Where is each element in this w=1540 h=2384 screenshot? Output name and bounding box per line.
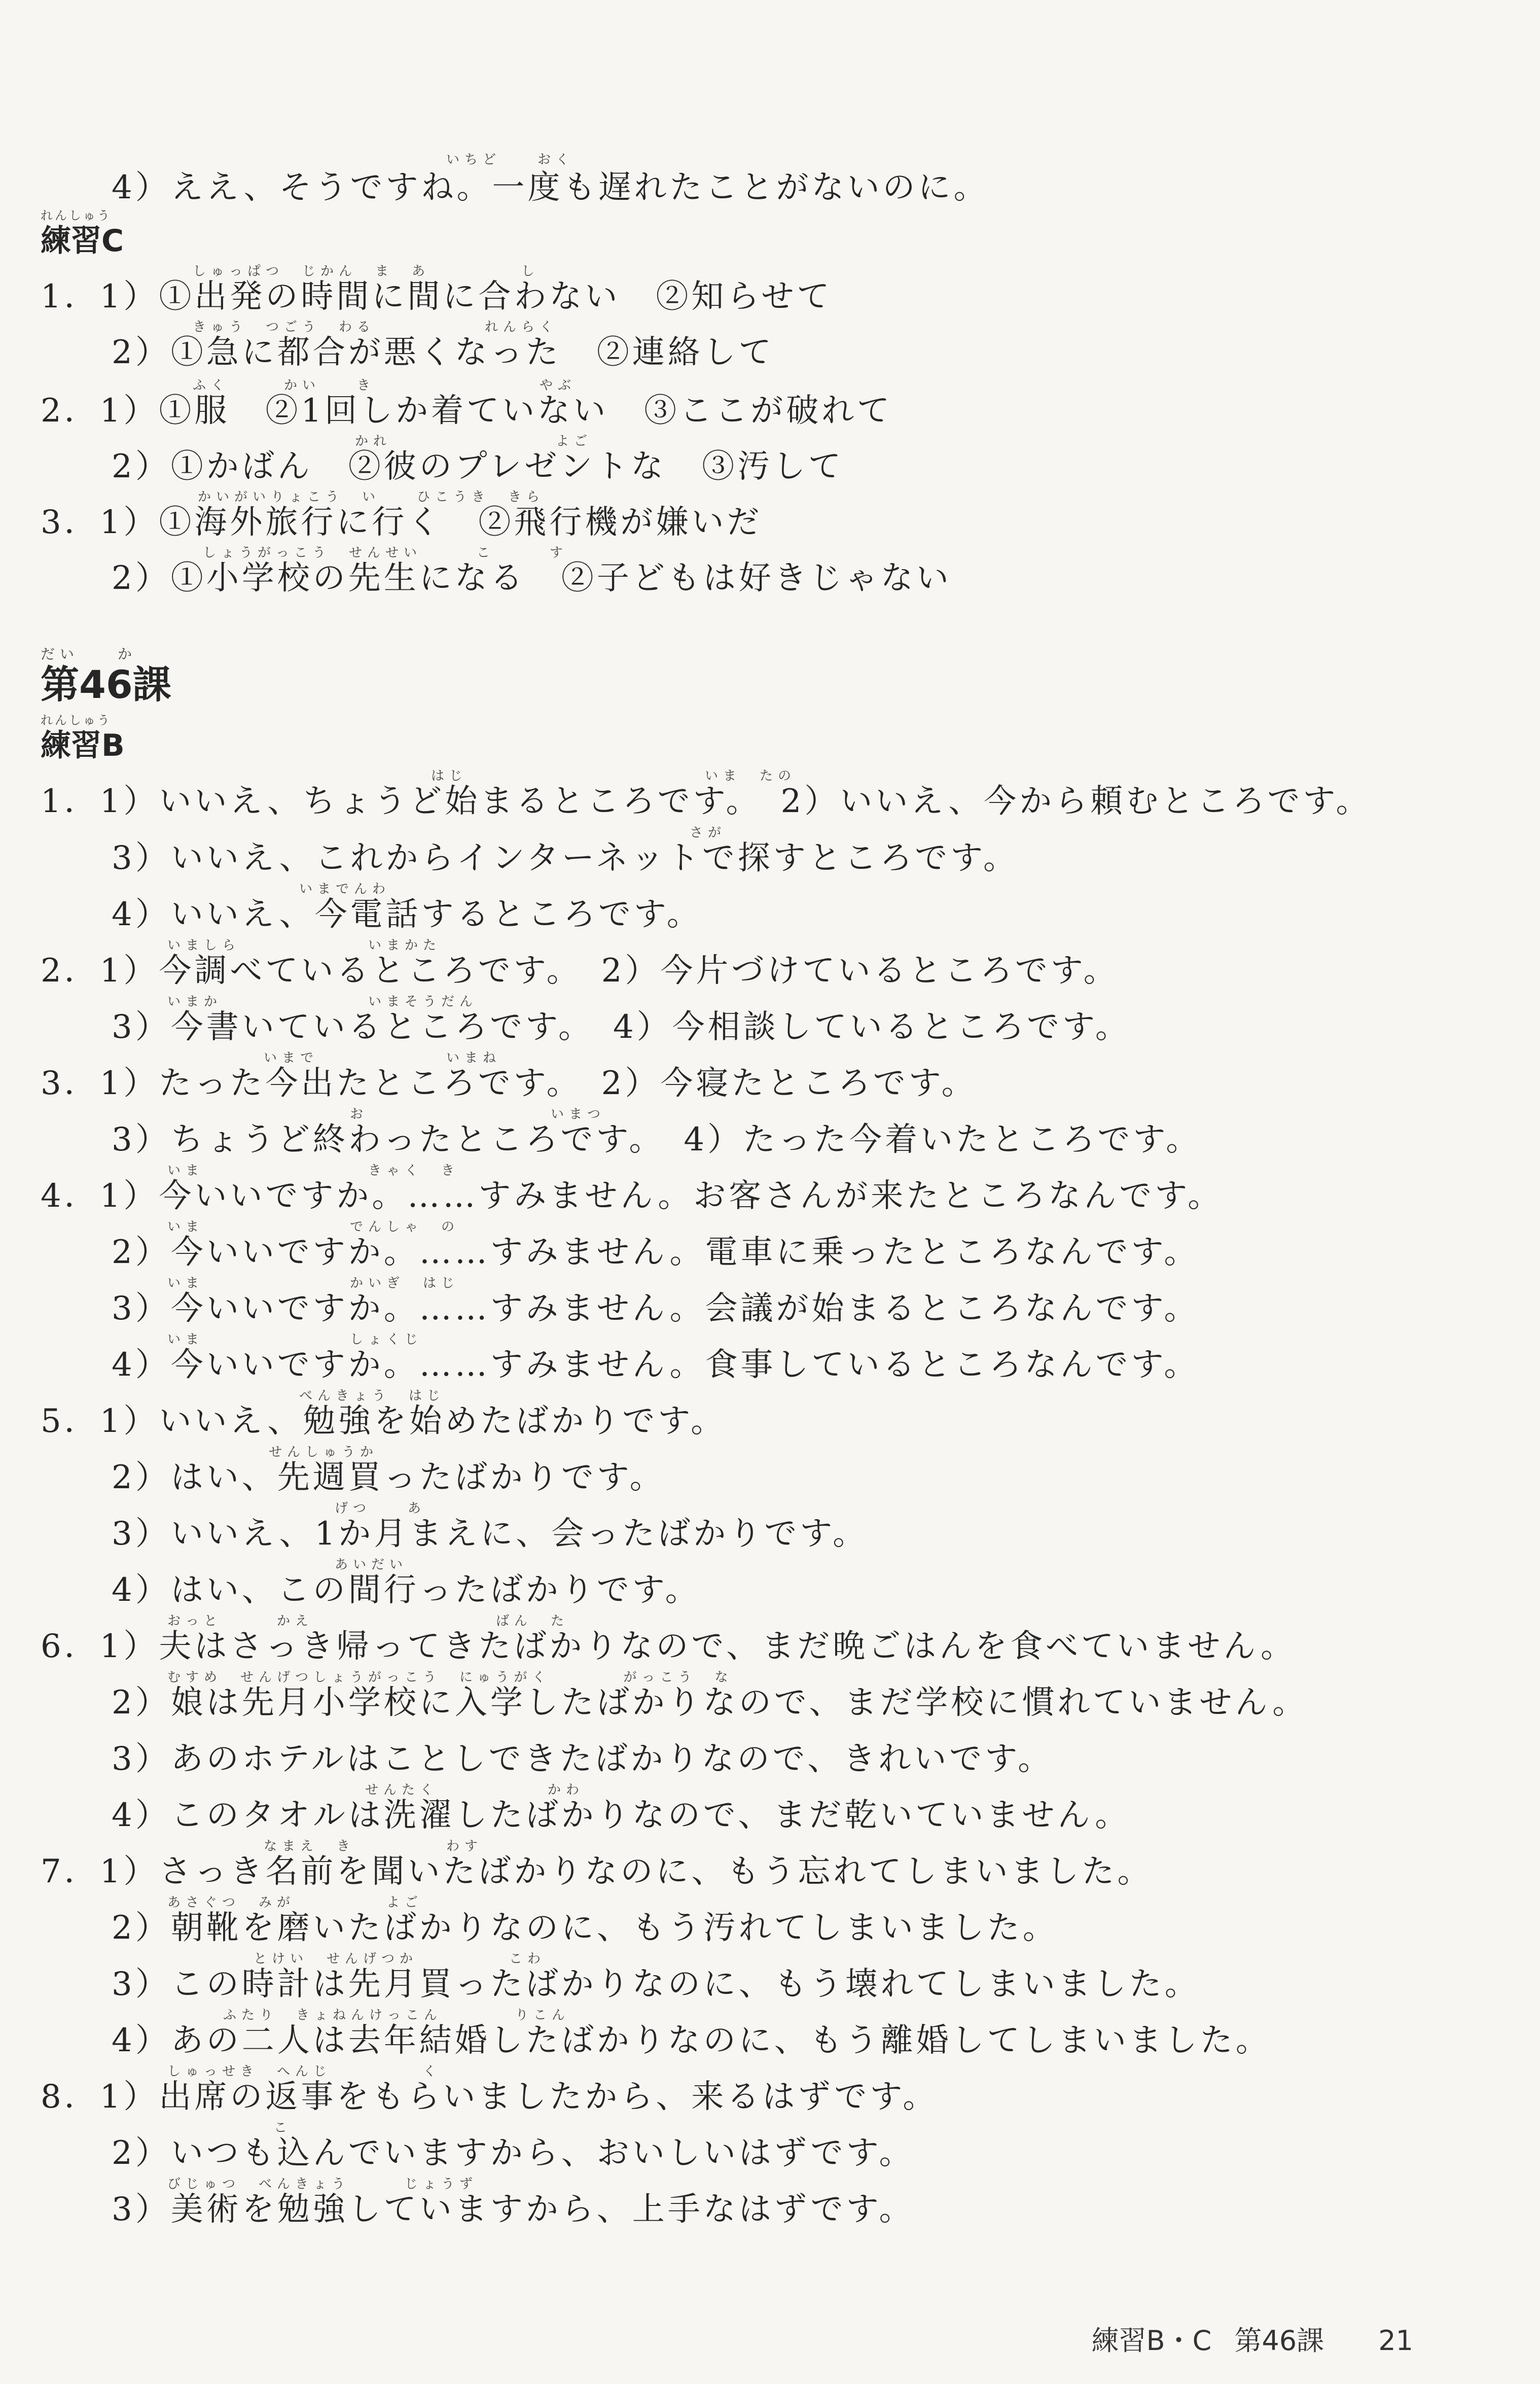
furigana: むすめ せんげつしょうがっこう にゅうがく がっこう な bbox=[167, 1670, 733, 1685]
furigana: いちど おく bbox=[446, 152, 575, 167]
lesson-title: 第46課 bbox=[41, 662, 171, 707]
furigana: なまえ き わす bbox=[264, 1839, 483, 1854]
answer-line: 8．1）出席の返事をもらいましたから、来るはずです。 bbox=[41, 2078, 939, 2116]
furigana: いまでんわ bbox=[299, 882, 391, 897]
furigana: いましら いまかた bbox=[167, 938, 442, 953]
footer-section: 練習B・C bbox=[1091, 2325, 1212, 2357]
answer-line: 3）美術を勉強していますから、上手なはずです。 bbox=[112, 2191, 915, 2228]
furigana: さが bbox=[690, 825, 727, 840]
furigana: かれ よご bbox=[355, 434, 593, 449]
furigana: お いまつ bbox=[350, 1107, 606, 1122]
answer-line: 2．1）①服 ②1回しか着ていない ③ここが破れて bbox=[41, 392, 893, 430]
furigana: あいだい bbox=[335, 1557, 408, 1572]
furigana: いま かいぎ はじ bbox=[167, 1276, 460, 1291]
furigana: べんきょう はじ bbox=[299, 1388, 446, 1404]
furigana: いま きゃく き bbox=[167, 1163, 460, 1178]
answer-line: 7．1）さっき名前を聞いたばかりなのに、もう忘れてしまいました。 bbox=[41, 1853, 1153, 1890]
answer-line: 4．1）今いいですか。……すみません。お客さんが来たところなんです。 bbox=[41, 1177, 1224, 1215]
page-number: 21 bbox=[1378, 2325, 1413, 2357]
furigana: せんしゅうか bbox=[269, 1445, 379, 1460]
answer-line: 3）いいえ、1か月まえに、会ったばかりです。 bbox=[112, 1515, 869, 1553]
section-heading-b: 練習B bbox=[41, 728, 125, 763]
answer-line: 5．1）いいえ、勉強を始めたばかりです。 bbox=[41, 1403, 727, 1440]
furigana: しょうがっこう せんせい こ す bbox=[203, 545, 568, 560]
furigana: せんたく かわ bbox=[365, 1782, 585, 1798]
furigana: おっと かえ ばん た bbox=[167, 1614, 569, 1629]
furigana: きゅう つごう わる れんらく bbox=[193, 320, 558, 335]
furigana: いま でんしゃ の bbox=[167, 1219, 460, 1235]
answer-line: 1．1）①出発の時間に間に合わない ②知らせて bbox=[41, 278, 833, 315]
furigana: げつ あ bbox=[335, 1501, 426, 1516]
answer-line: 4）このタオルは洗濯したばかりなので、まだ乾いていません。 bbox=[112, 1797, 1131, 1834]
furigana: かいがいりょこう い ひこうき きら bbox=[198, 489, 545, 505]
answer-line: 2）今いいですか。……すみません。電車に乗ったところなんです。 bbox=[112, 1234, 1200, 1271]
furigana: いまで いまね bbox=[264, 1050, 502, 1066]
furigana: ふく かい き やぶ bbox=[193, 378, 577, 393]
answer-line: 3）今書いているところです。 4）今相談しているところです。 bbox=[112, 1008, 1131, 1046]
furigana: びじゅつ べんきょう じょうず bbox=[167, 2177, 478, 2192]
answer-line: 3）あのホテルはことしできたばかりなので、きれいです。 bbox=[112, 1740, 1054, 1778]
furigana: いま しょくじ bbox=[167, 1332, 423, 1347]
answer-line: 2）娘は先月小学校に入学したばかりなので、まだ学校に慣れていません。 bbox=[112, 1684, 1308, 1722]
answer-line: 4）今いいですか。……すみません。食事しているところなんです。 bbox=[112, 1346, 1200, 1384]
answer-line: 6．1）夫はさっき帰ってきたばかりなので、まだ晩ごはんを食べていません。 bbox=[41, 1628, 1296, 1665]
answer-line: 2）①急に都合が悪くなった ②連絡して bbox=[112, 334, 774, 371]
answer-line: 3）この時計は先月買ったばかりなのに、もう壊れてしまいました。 bbox=[112, 1966, 1200, 2003]
answer-line: 3）いいえ、これからインターネットで探すところです。 bbox=[112, 839, 1019, 877]
lesson-furigana: だい か bbox=[41, 646, 137, 662]
answer-line: 4）いいえ、今電話するところです。 bbox=[112, 896, 702, 933]
answer-line: 2）いつも込んでいますから、おいしいはずです。 bbox=[112, 2134, 915, 2172]
answer-line: 3．1）①海外旅行に行く ②飛行機が嫌いだ bbox=[41, 504, 763, 541]
answer-line: 4）あの二人は去年結婚したばかりなのに、もう離婚してしまいました。 bbox=[112, 2022, 1271, 2059]
heading-furigana: れんしゅう bbox=[41, 713, 112, 727]
footer-lesson: 第46課 bbox=[1234, 2325, 1324, 2357]
answer-line: 3．1）たった今出たところです。 2）今寝たところです。 bbox=[41, 1065, 977, 1102]
answer-line: 4）ええ、そうですね。一度も遅れたことがないのに。 bbox=[112, 169, 989, 206]
furigana: こ bbox=[274, 2120, 293, 2135]
furigana: とけい せんげつか こわ bbox=[254, 1951, 546, 1967]
heading-furigana: れんしゅう bbox=[41, 208, 112, 223]
page-footer bbox=[1077, 2323, 1413, 2359]
answer-line: 2）①かばん ②彼のプレゼントな ③汚して bbox=[112, 448, 844, 485]
answer-line: 3）今いいですか。……すみません。会議が始まるところなんです。 bbox=[112, 1290, 1200, 1327]
answer-line: 2．1）今調べているところです。 2）今片づけているところです。 bbox=[41, 952, 1119, 990]
answer-line: 1．1）いいえ、ちょうど始まるところです。 2）いいえ、今から頼むところです。 bbox=[41, 783, 1372, 820]
answer-line: 2）朝靴を磨いたばかりなのに、もう汚れてしまいました。 bbox=[112, 1909, 1058, 1947]
furigana: あさぐつ みが よご bbox=[167, 1895, 423, 1910]
section-heading-c: 練習C bbox=[41, 223, 124, 259]
furigana: いまか いまそうだん bbox=[167, 994, 478, 1009]
answer-line: 3）ちょうど終わったところです。 4）たった今着いたところです。 bbox=[112, 1121, 1202, 1159]
furigana: はじ いま たの bbox=[431, 768, 797, 784]
answer-line: 2）①小学校の先生になる ②子どもは好きじゃない bbox=[112, 559, 952, 597]
furigana: ふたり きょねんけっこん りこん bbox=[223, 2008, 570, 2023]
furigana: しゅっせき へんじ く bbox=[167, 2064, 442, 2079]
answer-line: 4）はい、この間行ったばかりです。 bbox=[112, 1571, 701, 1609]
furigana: しゅっぱつ じかん ま あ し bbox=[193, 264, 540, 279]
answer-line: 2）はい、先週買ったばかりです。 bbox=[112, 1459, 665, 1496]
